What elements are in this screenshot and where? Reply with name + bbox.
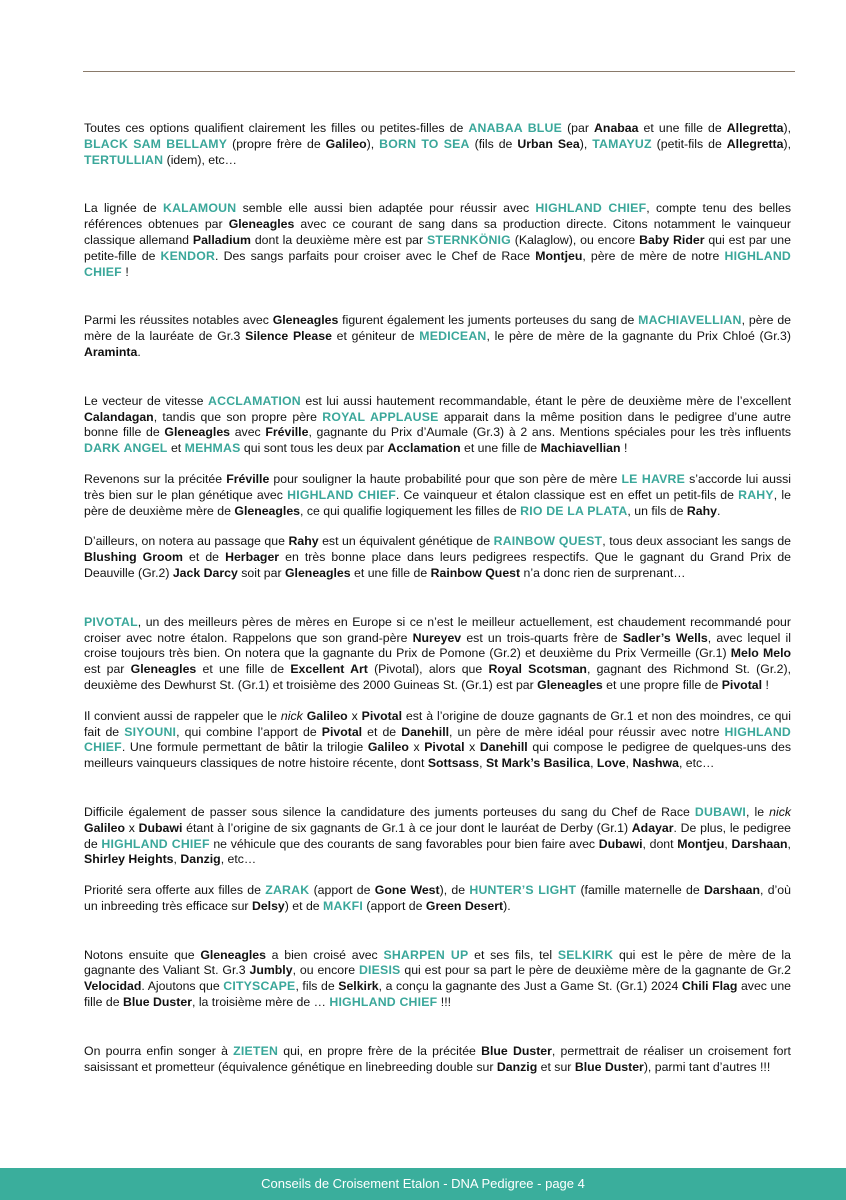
stallion-name: RIO DE LA PLATA — [520, 503, 628, 518]
stallion-name: HIGHLAND CHIEF — [535, 201, 647, 216]
paragraph-10 — [84, 883, 791, 915]
horse-name: Adayar — [631, 820, 674, 835]
emphasis-text: nick — [280, 708, 303, 723]
stallion-name: SHARPEN UP — [383, 947, 469, 962]
stallion-name: DARK ANGEL — [84, 441, 168, 456]
horse-name: Machiavellian — [540, 441, 621, 456]
text-run: et géniteur de — [331, 329, 420, 344]
text-run: Le vecteur de vitesse — [84, 393, 209, 408]
stallion-name: ROYAL APPLAUSE — [322, 409, 439, 424]
text-run: , ce qui qualifie logiquement les filles de — [300, 503, 521, 518]
horse-name: Pivotal — [321, 724, 363, 739]
header-rule — [83, 71, 795, 72]
emphasis-text: nick — [769, 804, 791, 819]
text-run: ! — [121, 264, 129, 279]
horse-name: Allegretta — [726, 121, 784, 135]
text-run: (propre frère de — [227, 136, 326, 151]
text-run: avec ce courant de sang dans sa production directe. Citons notamment le vainqueur classique allemand — [84, 217, 791, 247]
stallion-name: SIYOUNI — [124, 724, 177, 739]
stallion-name: CITYSCAPE — [223, 979, 296, 994]
horse-name: Palladium — [192, 232, 251, 247]
text-run: , qui combine l’apport de — [176, 724, 322, 739]
text-run: qui, en propre frère de la précitée — [278, 1043, 482, 1058]
stallion-name: TAMAYUZ — [592, 136, 652, 151]
stallion-name: MAKFI — [323, 898, 363, 913]
stallion-name: TERTULLIAN — [84, 152, 164, 167]
horse-name: Gone West — [374, 883, 440, 898]
horse-name: Gleneagles — [234, 503, 301, 518]
horse-name: Gleneagles — [228, 217, 295, 232]
horse-name: St Mark’s Basilica — [485, 756, 591, 771]
horse-name: Acclamation — [387, 441, 461, 456]
horse-name: Danzig — [180, 852, 221, 867]
text-run: qui sont tous les deux par — [240, 441, 388, 456]
text-run: Il convient aussi de rappeler que le — [84, 708, 281, 723]
text-run: et une propre fille de — [602, 677, 722, 692]
text-run: figurent également les juments porteuses du sang de — [338, 313, 639, 328]
paragraph-1 — [84, 121, 791, 168]
horse-name: Gleneagles — [130, 662, 197, 677]
text-run: et de — [182, 550, 226, 565]
text-run: est un trois-quarts frère de — [461, 630, 623, 645]
horse-name: Gleneagles — [272, 313, 339, 328]
text-run: , gagnante du Prix d’Aumale (Gr.3) à 2 ans. Mentions spéciales pour les très influents — [308, 425, 792, 440]
paragraph-5 — [84, 472, 791, 519]
stallion-name: HIGHLAND CHIEF — [84, 248, 791, 279]
text-run: . Des sangs parfaits pour croiser avec le Chef de Race — [215, 248, 536, 263]
text-run: , gagnant des Richmond St. (Gr.2), deuxième des Dewhurst St. (Gr.1) et troisième des 2000 Guineas St. (Gr.1) est par — [84, 662, 792, 692]
text-run: La lignée de — [84, 201, 163, 216]
text-run: . Une formule permettant de bâtir la trilogie — [121, 740, 368, 755]
horse-name: Araminta — [84, 344, 138, 359]
horse-name: Delsy — [251, 898, 285, 913]
stallion-name: KENDOR — [160, 248, 216, 263]
text-run: , père de mère de la lauréate de Gr.3 — [84, 313, 791, 344]
text-run: , fils de — [295, 979, 339, 994]
stallion-name: HUNTER’S LIGHT — [469, 883, 577, 898]
text-run: ! — [762, 677, 769, 692]
text-run: ! — [620, 441, 628, 456]
stallion-name: RAHY — [738, 487, 774, 502]
text-run: et une fille de — [638, 121, 727, 135]
text-run: Difficile également de passer sous silence la candidature des juments porteuses du sang du Chef de Race — [84, 804, 695, 819]
horse-name: Royal Scotsman — [488, 662, 587, 677]
stallion-name: BLACK SAM BELLAMY — [84, 136, 228, 151]
horse-name: Nashwa — [632, 756, 679, 771]
text-run: (Pivotal), alors que — [367, 662, 489, 677]
text-run: , la troisième mère de … — [191, 995, 330, 1010]
text-run: , le — [746, 804, 770, 819]
text-run: , un père de mère idéal pour réussir avec notre — [449, 724, 725, 739]
stallion-name: HIGHLAND CHIEF — [101, 836, 210, 851]
text-run: . — [137, 344, 141, 359]
paragraph-2 — [84, 201, 791, 280]
text-run: . De plus, le pedigree de — [84, 820, 791, 851]
text-run: x — [408, 740, 425, 755]
horse-name: Herbager — [225, 550, 280, 565]
text-run: , le père de deuxième mère de — [84, 487, 791, 518]
horse-name: Galileo — [367, 740, 409, 755]
text-run: et une fille de — [350, 565, 431, 580]
horse-name: Dubawi — [138, 820, 183, 835]
stallion-name: SELKIRK — [557, 947, 614, 962]
horse-name: Anabaa — [594, 121, 639, 135]
horse-name: Rahy — [288, 534, 319, 549]
text-run: , etc… — [678, 756, 715, 771]
horse-name: Montjeu — [677, 836, 725, 851]
text-run: ), — [783, 136, 791, 151]
horse-name: Gleneagles — [200, 947, 266, 962]
paragraph-3 — [84, 313, 791, 360]
text-run: , tous deux associant les sangs de — [602, 534, 791, 549]
text-run: , etc… — [220, 852, 257, 867]
horse-name: Melo Melo — [730, 646, 791, 661]
text-run: (idem), etc… — [163, 152, 237, 167]
horse-name: Nureyev — [412, 630, 462, 645]
text-run: Revenons sur la précitée — [84, 471, 227, 486]
paragraph-12 — [84, 1044, 791, 1076]
text-run: , — [173, 852, 181, 867]
horse-name: Darshaan — [731, 836, 788, 851]
text-run: (fils de — [469, 136, 518, 151]
text-run: et ses fils, tel — [468, 947, 558, 962]
stallion-name: ANABAA BLUE — [468, 121, 562, 135]
stallion-name: LE HAVRE — [621, 471, 686, 486]
text-run: , ou encore — [292, 963, 359, 978]
horse-name: Love — [596, 756, 626, 771]
document-body — [84, 121, 791, 1075]
text-run: ne véhicule que des courants de sang favorables pour bien faire avec — [209, 836, 599, 851]
stallion-name: ACCLAMATION — [208, 393, 301, 408]
text-run: avec une fille de — [84, 979, 792, 1010]
text-run: , père de mère de notre — [582, 248, 725, 263]
horse-name: Green Desert — [425, 898, 504, 913]
stallion-name: MEHMAS — [184, 441, 241, 456]
horse-name: Allegretta — [726, 136, 784, 151]
text-run: ), — [783, 121, 792, 135]
text-run: est un équivalent génétique de — [318, 534, 494, 549]
text-run: qui compose le pedigree de quelques-uns des meilleurs vainqueurs classiques de notre histoire récente, dont — [84, 740, 791, 771]
stallion-name: DUBAWI — [694, 804, 746, 819]
horse-name: Rahy — [686, 503, 717, 518]
horse-name: Velocidad — [84, 979, 142, 994]
horse-name: Gleneagles — [284, 565, 351, 580]
stallion-name: STERNKÖNIG — [426, 232, 511, 247]
horse-name: Pivotal — [361, 708, 402, 723]
horse-name: Danzig — [496, 1059, 538, 1074]
text-run: (par — [562, 121, 595, 135]
horse-name: Shirley Heights — [84, 852, 174, 867]
horse-name: Darshaan — [703, 883, 761, 898]
horse-name: Silence Please — [245, 329, 332, 344]
text-run: On pourra enfin songer à — [84, 1043, 234, 1058]
text-run: . Ajoutons que — [141, 979, 224, 994]
horse-name: Blue Duster — [481, 1043, 552, 1058]
text-run: , d’où un inbreeding très efficace sur — [84, 883, 791, 913]
stallion-name: HIGHLAND CHIEF — [287, 487, 396, 502]
text-run: , a conçu la gagnante des Just a Game St. (Gr.1) 2024 — [378, 979, 682, 994]
text-run: ) et de — [284, 898, 324, 913]
horse-name: Blushing Groom — [84, 550, 183, 565]
text-run: est par — [84, 662, 131, 677]
horse-name: Danehill — [479, 740, 528, 755]
text-run: , permettrait de réaliser un croisement fort saisissant et prometteur (équivalence génétique en linebreeding double sur — [84, 1043, 791, 1074]
text-run: qui est pour sa part le père de deuxième mère de la gagnante de Gr.2 — [400, 963, 792, 978]
horse-name: Montjeu — [535, 248, 583, 263]
horse-name: Galileo — [84, 820, 126, 835]
text-run: D’ailleurs, on notera au passage que — [84, 534, 289, 549]
page-footer: Conseils de Croisement Etalon - DNA Pedigree - page 4 — [0, 1168, 846, 1200]
text-run: est lui aussi hautement recommandable, étant le père de deuxième mère de l’excellent — [300, 393, 791, 408]
text-run: Parmi les réussites notables avec — [84, 313, 273, 328]
paragraph-7 — [84, 615, 791, 694]
stallion-name: KALAMOUN — [162, 201, 237, 216]
horse-name: Sadler’s Wells — [622, 630, 708, 645]
horse-name: Fréville — [265, 425, 309, 440]
horse-name: Pivotal — [424, 740, 465, 755]
text-run: avec — [230, 425, 266, 440]
horse-name: Baby Rider — [639, 232, 705, 247]
stallion-name: DIESIS — [358, 963, 401, 978]
text-run: . Ce vainqueur et étalon classique est en effet un petit-fils de — [395, 487, 739, 502]
text-run: et sur — [537, 1059, 575, 1074]
text-run: x — [464, 740, 480, 755]
text-run: , le père de mère de la gagnante du Prix Chloé (Gr.3) — [486, 329, 791, 344]
text-run: !!! — [437, 995, 452, 1010]
text-run: , — [787, 836, 791, 851]
text-run: , compte tenu des belles références obtenues par — [84, 201, 791, 232]
text-run: ), de — [439, 883, 470, 898]
stallion-name: ZARAK — [265, 883, 310, 898]
horse-name: Excellent Art — [290, 662, 368, 677]
text-run: ), parmi tant d’autres !!! — [643, 1059, 771, 1074]
paragraph-11 — [84, 948, 791, 1011]
text-run: Notons ensuite que — [84, 947, 201, 962]
horse-name: Galileo — [306, 708, 348, 723]
text-run: , dont — [642, 836, 678, 851]
stallion-name: PIVOTAL — [84, 614, 138, 629]
text-run: x — [347, 708, 362, 723]
horse-name: Urban Sea — [517, 136, 580, 151]
text-run: , un fils de — [627, 503, 687, 518]
stallion-name: MEDICEAN — [419, 329, 487, 344]
text-run: pour souligner la haute probabilité pour que son père de mère — [269, 471, 622, 486]
horse-name: Jumbly — [249, 963, 293, 978]
text-run: , — [724, 836, 732, 851]
stallion-name: HIGHLAND CHIEF — [84, 724, 791, 755]
paragraph-9 — [84, 805, 791, 868]
text-run: (famille maternelle de — [576, 883, 704, 898]
text-run: ), — [579, 136, 593, 151]
stallion-name: RAINBOW QUEST — [493, 534, 603, 549]
text-run: étant à l’origine de six gagnants de Gr.1 à ce jour dont le lauréat de Derby (Gr.1) — [182, 820, 632, 835]
text-run: qui est le père de mère de la gagnante des Valiant St. Gr.3 — [84, 947, 791, 978]
horse-name: Rainbow Quest — [430, 565, 521, 580]
text-run: et de — [362, 724, 402, 739]
text-run: (petit-fils de — [651, 136, 727, 151]
text-run: (apport de — [362, 898, 426, 913]
text-run: , — [590, 756, 597, 771]
paragraph-8 — [84, 709, 791, 772]
text-run: semble elle aussi bien adaptée pour réussir avec — [236, 201, 536, 216]
horse-name: Dubawi — [598, 836, 643, 851]
text-run: ), — [366, 136, 380, 151]
horse-name: Fréville — [226, 471, 270, 486]
stallion-name: BORN TO SEA — [379, 136, 470, 151]
text-run: (Kalaglow), ou encore — [510, 232, 640, 247]
text-run: n’a donc rien de surprenant… — [520, 565, 686, 580]
text-run: en très bonne place dans leurs pedigrees respectifs. Que le gagnant du Grand Prix de Deauville (Gr.2) — [84, 550, 792, 580]
text-run: dont la deuxième mère est par — [250, 232, 427, 247]
text-run: qui est par une petite-fille de — [84, 232, 791, 263]
horse-name: Gleneagles — [537, 677, 603, 692]
text-run: , — [625, 756, 633, 771]
text-run: , tandis que son propre père — [153, 409, 323, 424]
text-run: apparait dans la même position dans le pedigree d’une autre bonne fille de — [84, 409, 791, 440]
text-run: , un des meilleurs pères de mères en Europe si ce n’est le meilleur actuellement, est chaudement recommandé pour croiser avec notre étalon. Rappelons que son grand-père — [84, 614, 791, 645]
stallion-name: ZIETEN — [233, 1043, 279, 1058]
horse-name: Jack Darcy — [172, 565, 238, 580]
horse-name: Blue Duster — [574, 1059, 644, 1074]
horse-name: Calandagan — [84, 409, 154, 424]
text-run: , — [479, 756, 486, 771]
text-run: s’accorde lui aussi très bien sur le plan génétique avec — [84, 471, 791, 502]
horse-name: Pivotal — [721, 677, 763, 692]
text-run: x — [125, 820, 139, 835]
paragraph-6 — [84, 534, 791, 581]
text-run: Toutes ces options qualifient clairement les filles ou petites-filles de — [84, 121, 469, 135]
text-run: ). — [503, 898, 511, 913]
horse-name: Sottsass — [427, 756, 480, 771]
text-run: et une fille de — [460, 441, 541, 456]
horse-name: Danehill — [401, 724, 450, 739]
text-run: et une fille de — [196, 662, 291, 677]
text-run: . — [716, 503, 721, 518]
text-run: (apport de — [309, 883, 375, 898]
horse-name: Chili Flag — [681, 979, 738, 994]
horse-name: Blue Duster — [122, 995, 192, 1010]
stallion-name: MACHIAVELLIAN — [638, 313, 742, 328]
text-run: Priorité sera offerte aux filles de — [84, 883, 266, 898]
horse-name: Gleneagles — [164, 425, 231, 440]
horse-name: Selkirk — [338, 979, 379, 994]
text-run: est à l’origine de douze gagnants de Gr.1 et non des moindres, ce qui fait de — [84, 708, 791, 739]
horse-name: Galileo — [325, 136, 367, 151]
text-run: a bien croisé avec — [265, 947, 384, 962]
paragraph-4 — [84, 394, 791, 457]
text-run: soit par — [237, 565, 285, 580]
stallion-name: HIGHLAND CHIEF — [329, 995, 438, 1010]
text-run: et — [167, 441, 185, 456]
text-run: , avec lequel il croise toujours très bien. On notera que la gagnante du Prix de Pomone (Gr.2) et deuxième du Prix Vermeille (Gr.1) — [84, 630, 791, 661]
